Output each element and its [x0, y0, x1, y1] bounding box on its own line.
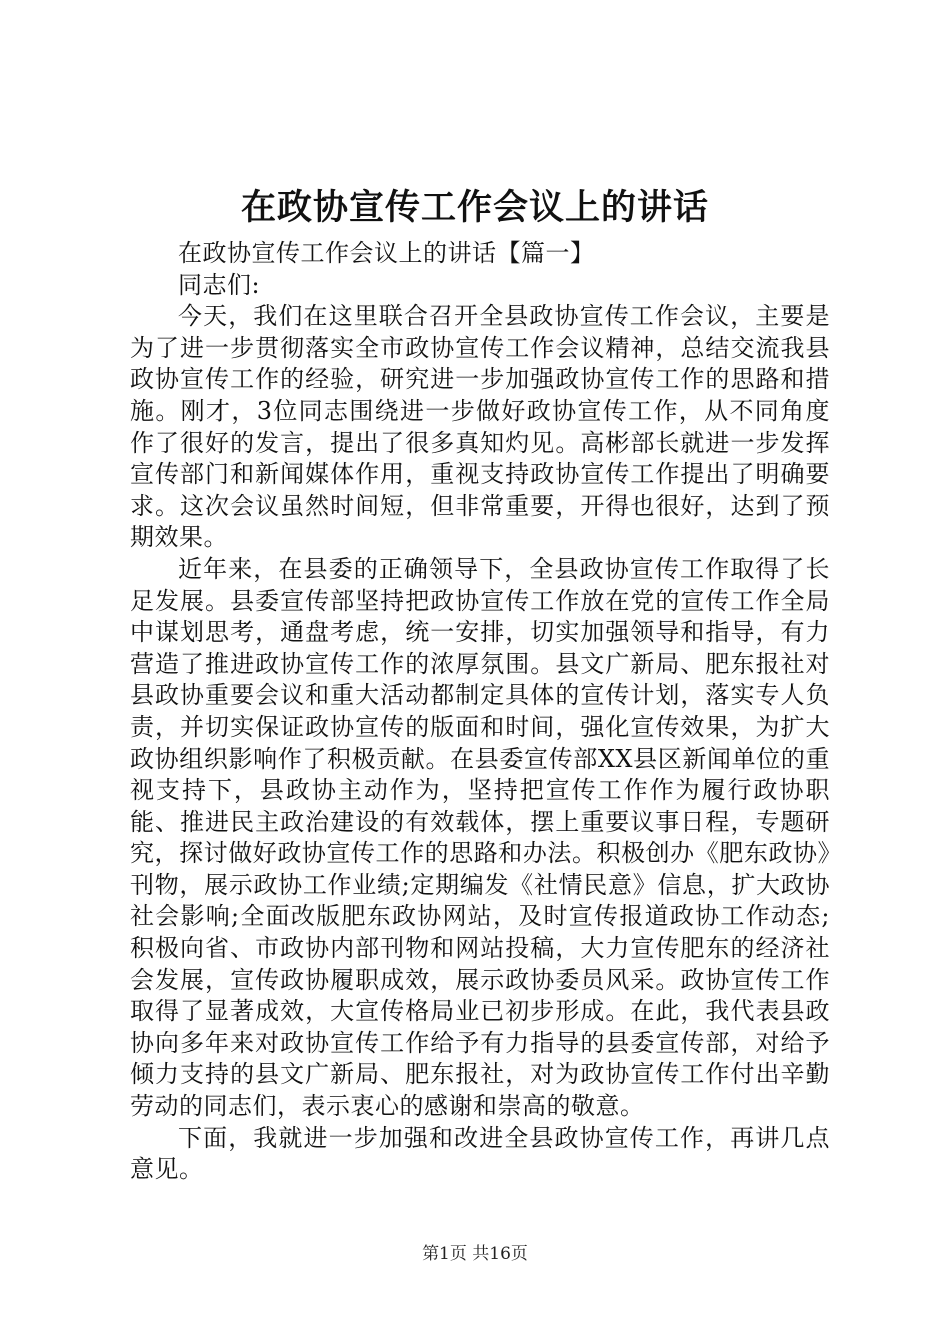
paragraph-3: 下面，我就进一步加强和改进全县政协宣传工作，再讲几点意见。 — [130, 1123, 830, 1184]
document-title: 在政协宣传工作会议上的讲话 — [240, 187, 709, 228]
section-heading: 在政协宣传工作会议上的讲话【篇一】 — [178, 239, 595, 267]
paragraph-2: 近年来，在县委的正确领导下，全县政协宣传工作取得了长足发展。县委宣传部坚持把政协宣传工作放在党的宣传工作全局中谋划思考，通盘考虑，统一安排，切实加强领导和指导，有力营造了推进政协宣传工作的浓厚氛围。县文广新局、肥东报社对县政协重要会议和重大活动都制定具体的宣传计划，落实专人负责，并切实保证政协宣传的版面和时间，强化宣传效果，为扩大政协组织影响作了积极贡献。在县委宣传部XX县区新闻单位的重视支持下，县政协主动作为，坚持把宣传工作作为履行政协职能、推进民主政治建设的有效载体，摆上重要议事日程，专题研究，探讨做好政协宣传工作的思路和办法。积极创办《肥东政协》刊物，展示政协工作业绩;定期编发《社情民意》信息，扩大政协社会影响;全面改版肥东政协网站，及时宣传报道政协工作动态;积极向省、市政协内部刊物和网站投稿，大力宣传肥东的经济社会发展，宣传政协履职成效，展示政协委员风采。政协宣传工作取得了显著成效，大宣传格局业已初步形成。在此，我代表县政协向多年来对政协宣传工作给予有力指导的县委宣传部，对给予倾力支持的县文广新局、肥东报社，对为政协宣传工作付出辛勤劳动的同志们，表示衷心的感谢和崇高的敬意。 — [130, 554, 830, 1121]
page-footer: 第1页 共16页 — [422, 1244, 528, 1264]
salutation: 同志们: — [178, 270, 261, 299]
paragraph-1: 今天，我们在这里联合召开全县政协宣传工作会议，主要是为了进一步贯彻落实全市政协宣传工作会议精神，总结交流我县政协宣传工作的经验，研究进一步加强政协宣传工作的思路和措施。刚才，3位同志围绕进一步做好政协宣传工作，从不同角度作了很好的发言，提出了很多真知灼见。高彬部长就进一步发挥宣传部门和新闻媒体作用，重视支持政协宣传工作提出了明确要求。这次会议虽然时间短，但非常重要，开得也很好，达到了预期效果。 — [130, 302, 830, 552]
document-body — [130, 238, 830, 1186]
